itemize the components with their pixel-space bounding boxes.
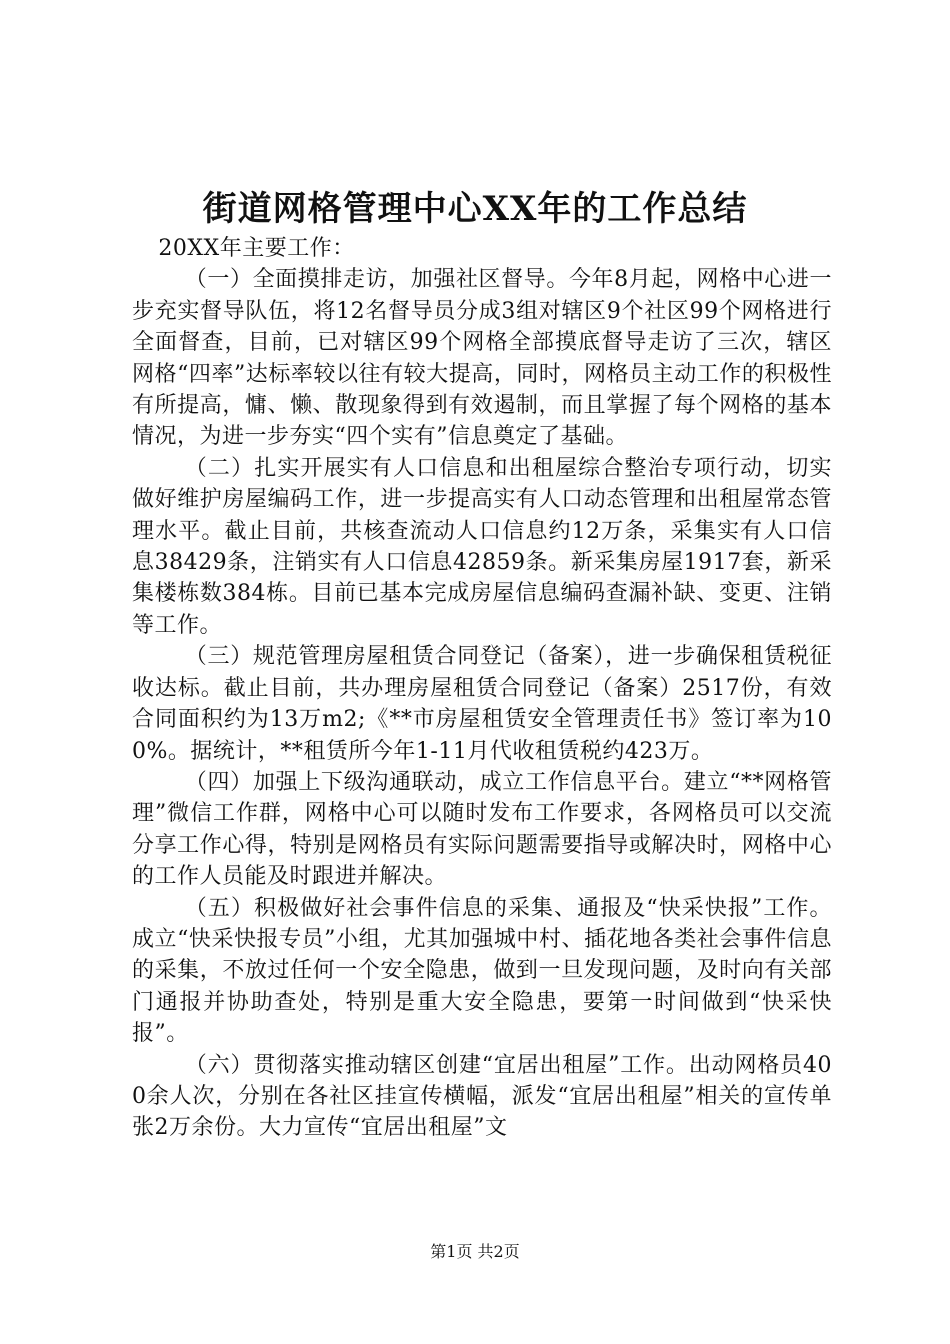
paragraph-3: （三）规范管理房屋租赁合同登记（备案），进一步确保租赁税征收达标。截止目前，共办理房屋租赁合同登记（备案）2517份，有效合同面积约为13万m2;《**市房屋租赁安全管理责任书》签订率为100%。据统计，**租赁所今年1-11月代收租赁税约423万。: [132, 644, 832, 764]
paragraph-1: （一）全面摸排走访，加强社区督导。今年8月起，网格中心进一步充实督导队伍，将12名督导员分成3组对辖区9个社区99个网格进行全面督查，目前，已对辖区99个网格全部摸底督导走访了三次，辖区网格“四率”达标率较以往有较大提高，同时，网格员主动工作的积极性有所提高，慵、懒、散现象得到有效遏制，而且掌握了每个网格的基本情况，为进一步夯实“四个实有”信息奠定了基础。: [132, 267, 832, 450]
paragraph-2: （二）扎实开展实有人口信息和出租屋综合整治专项行动，切实做好维护房屋编码工作，进一步提高实有人口动态管理和出租屋常态管理水平。截止目前，共核查流动人口信息约12万条，采集实有人口信息38429条，注销实有人口信息42859条。新采集房屋1917套，新采集楼栋数384栋。目前已基本完成房屋信息编码查漏补缺、变更、注销等工作。: [132, 455, 832, 638]
paragraph-4: （四）加强上下级沟通联动，成立工作信息平台。建立“**网格管理”微信工作群，网格中心可以随时发布工作要求，各网格员可以交流分享工作心得，特别是网格员有实际问题需要指导或解决时，网格中心的工作人员能及时跟进并解决。: [132, 769, 832, 890]
intro-line: 20XX年主要工作：: [158, 236, 355, 261]
paragraph-6: （六）贯彻落实推动辖区创建“宜居出租屋”工作。出动网格员400余人次，分别在各社区挂宣传横幅，派发“宜居出租屋”相关的宣传单张2万余份。大力宣传“宜居出租屋”文: [132, 1052, 832, 1141]
document-title: 街道网格管理中心XX年的工作总结: [202, 189, 748, 229]
paragraph-5: （五）积极做好社会事件信息的采集、通报及“快采快报”工作。成立“快采快报专员”小组，尤其加强城中村、插花地各类社会事件信息的采集，不放过任何一个安全隐患，做到一旦发现问题，及时向有关部门通报并协助查处，特别是重大安全隐患，要第一时间做到“快采快报”。: [132, 895, 832, 1047]
page-footer: 第1页 共2页: [430, 1242, 520, 1261]
document-body: [132, 233, 832, 1144]
